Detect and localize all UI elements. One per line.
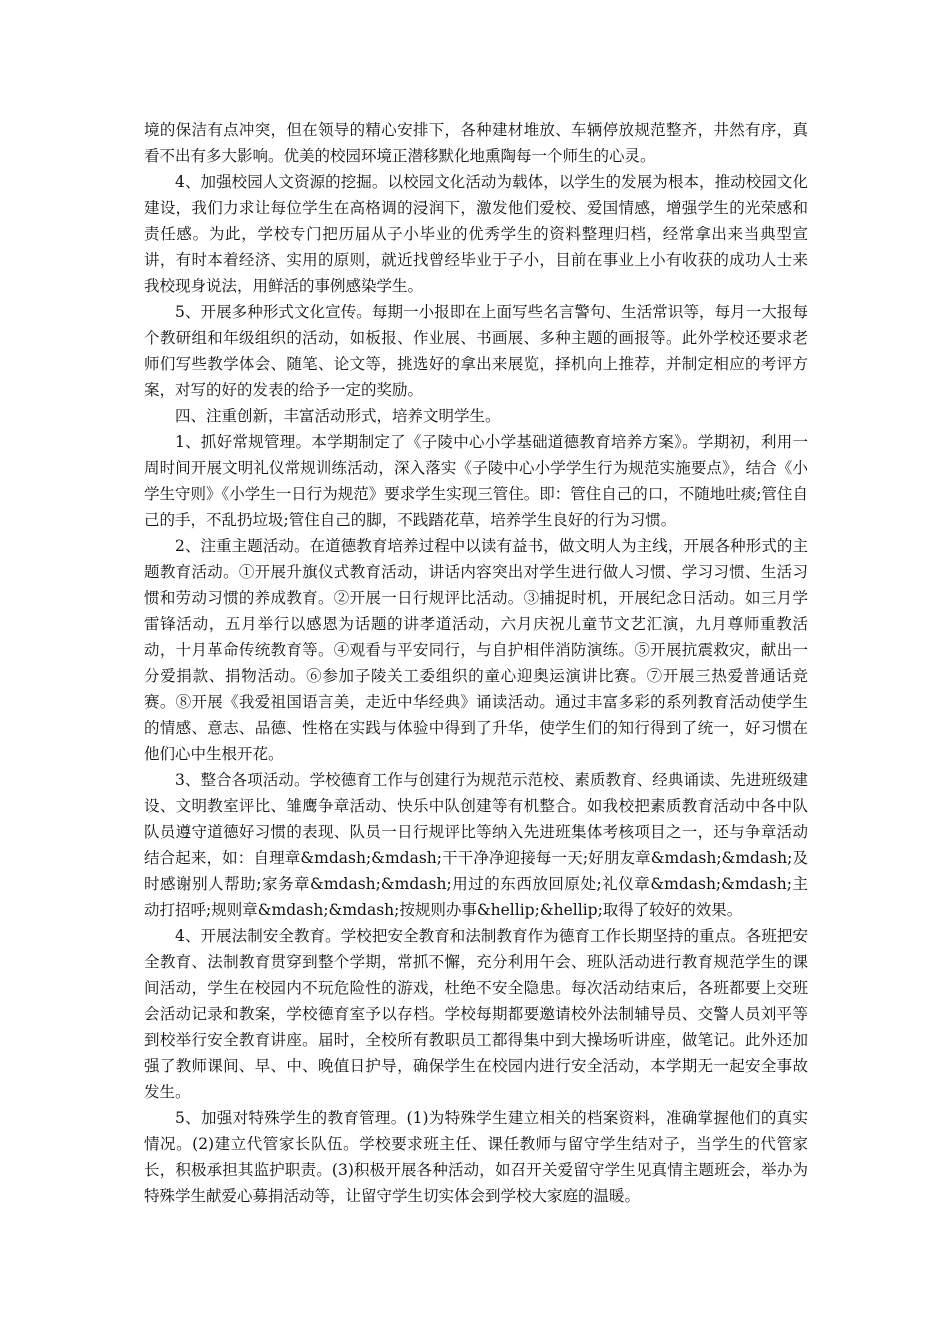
section-heading: 四、注重创新，丰富活动形式，培养文明学生。 [175, 407, 501, 425]
paragraph: 4、加强校园人文资源的挖掘。以校园文化活动为载体，以学生的发展为根本，推动校园文化建设，我们力求让每位学生在高格调的浸润下，激发他们爱校、爱国情感，增强学生的光荣感和责任感。为此，学校专门把历届从子小毕业的优秀学生的资料整理归档，经常拿出来当典型宣讲，有时本着经济、实用的原则，就近找曾经毕业于子小，目前在事业上小有收获的成功人士来我校现身说法，用鲜活的事例感染学生。 [144, 173, 808, 295]
paragraph-continued: 境的保洁有点冲突，但在领导的精心安排下，各种建材堆放、车辆停放规范整齐，井然有序，真看不出有多大影响。优美的校园环境正潜移默化地熏陶每一个师生的心灵。 [144, 121, 808, 165]
paragraph: 3、整合各项活动。学校德育工作与创建行为规范示范校、素质教育、经典诵读、先进班级建设、文明教室评比、雏鹰争章活动、快乐中队创建等有机整合。如我校把素质教育活动中各中队队员遵守道德好习惯的表现、队员一日行规评比等纳入先进班集体考核项目之一，还与争章活动结合起来，如：自理章&mdash;&mdash;干干净净迎接每一天;好朋友章&mdash;&mdash;及时感谢别人帮助;家务章&mdash;&mdash;用过的东西放回原处;礼仪章&mdash;&mdash;主动打招呼;规则章&mdash;&mdash;按规则办事&hellip;&hellip;取得了较好的效果。 [144, 771, 808, 919]
paragraph: 4、开展法制安全教育。学校把安全教育和法制教育作为德育工作长期坚持的重点。各班把安全教育、法制教育贯穿到整个学期，常抓不懈，充分利用午会、班队活动进行教育规范学生的课间活动，学生在校园内不玩危险性的游戏，杜绝不安全隐患。每次活动结束后，各班都要上交班会活动记录和教案，学校德育室予以存档。学校每期都要邀请校外法制辅导员、交警人员刘平等到校举行安全教育讲座。届时，全校所有教职员工都得集中到大操场听讲座，做笔记。此外还加强了教师课间、早、中、晚值日护导，确保学生在校园内进行安全活动，本学期无一起安全事故发生。 [144, 927, 808, 1101]
paragraph: 5、开展多种形式文化宣传。每期一小报即在上面写些名言警句、生活常识等，每月一大报每个教研组和年级组织的活动，如板报、作业展、书画展、多种主题的画报等。此外学校还要求老师们写些教学体会、随笔、论文等，挑选好的拿出来展览，择机向上推荐，并制定相应的考评方案，对写的好的发表的给予一定的奖励。 [144, 303, 808, 399]
document-body [144, 117, 808, 1209]
paragraph: 1、抓好常规管理。本学期制定了《子陵中心小学基础道德教育培养方案》。学期初，利用一周时间开展文明礼仪常规训练活动，深入落实《子陵中心小学学生行为规范实施要点》，结合《小学生守则》《小学生一日行为规范》要求学生实现三管住。即：管住自己的口，不随地吐痰;管住自己的手，不乱扔垃圾;管住自己的脚，不践踏花草，培养学生良好的行为习惯。 [144, 433, 808, 529]
paragraph: 2、注重主题活动。在道德教育培养过程中以读有益书，做文明人为主线，开展各种形式的主题教育活动。①开展升旗仪式教育活动，讲话内容突出对学生进行做人习惯、学习习惯、生活习惯和劳动习惯的养成教育。②开展一日行规评比活动。③捕捉时机，开展纪念日活动。如三月学雷锋活动，五月举行以感恩为话题的讲孝道活动，六月庆祝儿童节文艺汇演，九月尊师重教活动，十月革命传统教育等。④观看与平安同行，与自护相伴消防演练。⑤开展抗震救灾，献出一分爱捐款、捐物活动。⑥参加子陵关工委组织的童心迎奥运演讲比赛。⑦开展三热爱普通话竞赛。⑧开展《我爱祖国语言美，走近中华经典》诵读活动。通过丰富多彩的系列教育活动使学生的情感、意志、品德、性格在实践与体验中得到了升华，使学生们的知行得到了统一，好习惯在他们心中生根开花。 [144, 537, 808, 763]
paragraph: 5、加强对特殊学生的教育管理。(1)为特殊学生建立相关的档案资料，准确掌握他们的真实情况。(2)建立代管家长队伍。学校要求班主任、课任教师与留守学生结对子，当学生的代管家长，积极承担其监护职责。(3)积极开展各种活动，如召开关爱留守学生见真情主题班会，举办为特殊学生献爱心募捐活动等，让留守学生切实体会到学校大家庭的温暖。 [144, 1109, 808, 1205]
